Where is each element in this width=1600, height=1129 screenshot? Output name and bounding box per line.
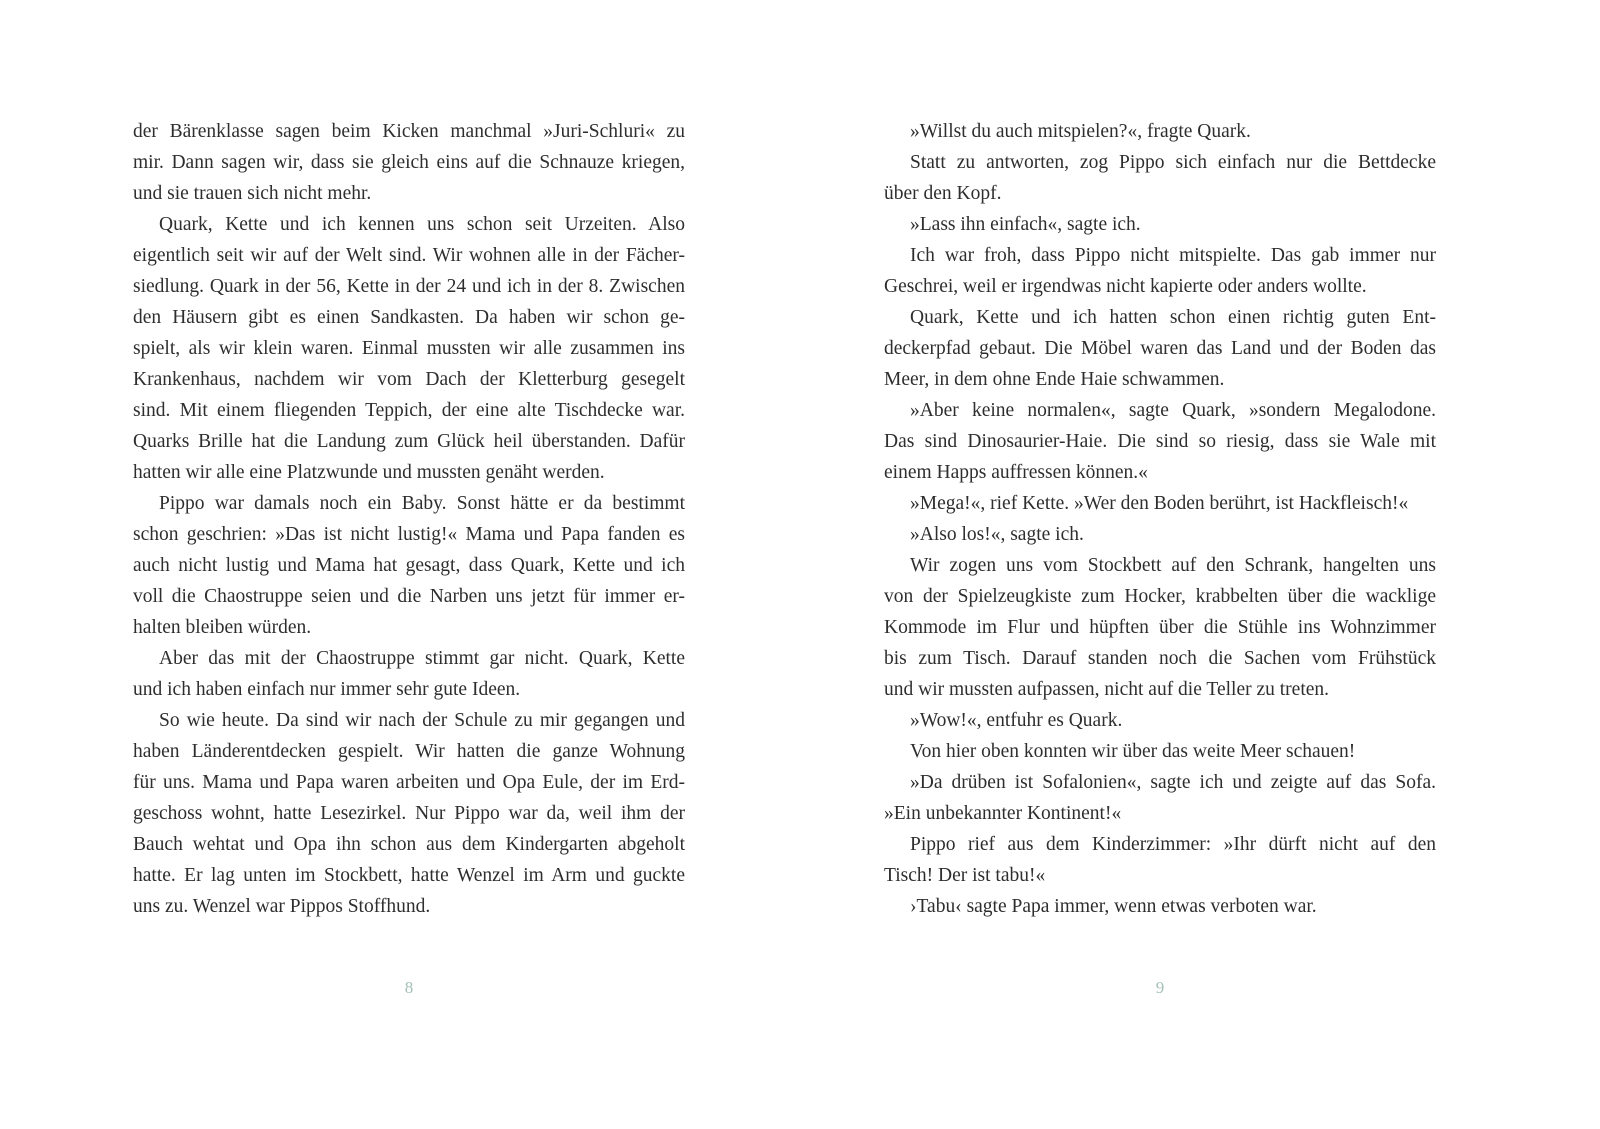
text-line: »Also los!«, sagte ich.	[910, 524, 1084, 545]
text-line: Kommode im Flur und hüpften über die Stühle ins Wohnzimmer	[884, 617, 1436, 638]
text-line: deckerpfad gebaut. Die Möbel waren das Land und der Boden das	[884, 338, 1436, 359]
text-line: »Mega!«, rief Kette. »Wer den Boden berührt, ist Hackfleisch!«	[910, 493, 1409, 514]
text-line: »Ein unbekannter Kontinent!«	[884, 803, 1122, 824]
text-line: bis zum Tisch. Darauf standen noch die Sachen vom Frühstück	[884, 648, 1436, 669]
text-line: hatten wir alle eine Platzwunde und mussten genäht werden.	[133, 462, 605, 483]
page-number-left: 8	[404, 978, 414, 997]
text-line: Quark, Kette und ich kennen uns schon seit Urzeiten. Also	[159, 214, 685, 235]
text-line: »Da drüben ist Sofalonien«, sagte ich und zeigte auf das Sofa.	[910, 772, 1436, 793]
text-line: eigentlich seit wir auf der Welt sind. Wir wohnen alle in der Fächer-	[133, 245, 685, 266]
text-line: mir. Dann sagen wir, dass sie gleich eins auf die Schnauze kriegen,	[133, 152, 685, 173]
text-line: Das sind Dinosaurier-Haie. Die sind so riesig, dass sie Wale mit	[884, 431, 1436, 452]
text-line: Quarks Brille hat die Landung zum Glück heil überstanden. Dafür	[133, 431, 685, 452]
text-line: Wir zogen uns vom Stockbett auf den Schrank, hangelten uns	[910, 555, 1436, 576]
text-line: voll die Chaostruppe seien und die Narben uns jetzt für immer er-	[133, 586, 685, 607]
text-line: Tisch! Der ist tabu!«	[884, 865, 1046, 886]
text-line: geschoss wohnt, hatte Lesezirkel. Nur Pippo war da, weil ihm der	[133, 803, 685, 824]
text-line: über den Kopf.	[884, 183, 1002, 204]
text-line: auch nicht lustig und Mama hat gesagt, dass Quark, Kette und ich	[133, 555, 685, 576]
text-line: uns zu. Wenzel war Pippos Stoffhund.	[133, 896, 431, 917]
text-line: Von hier oben konnten wir über das weite Meer schauen!	[910, 741, 1356, 762]
text-line: siedlung. Quark in der 56, Kette in der 24 und ich in der 8. Zwischen	[133, 276, 685, 297]
text-line: Aber das mit der Chaostruppe stimmt gar nicht. Quark, Kette	[159, 648, 685, 669]
text-line: den Häusern gibt es einen Sandkasten. Da haben wir schon ge-	[133, 307, 685, 328]
text-line: So wie heute. Da sind wir nach der Schule zu mir gegangen und	[159, 710, 685, 731]
text-line: »Aber keine normalen«, sagte Quark, »sondern Megalodone.	[910, 400, 1436, 421]
text-line: spielt, als wir klein waren. Einmal mussten wir alle zusammen ins	[133, 338, 685, 359]
text-line: »Willst du auch mitspielen?«, fragte Quark.	[910, 121, 1251, 142]
text-line: und sie trauen sich nicht mehr.	[133, 183, 372, 204]
page-left-textblock	[133, 116, 685, 922]
text-line: einem Happs auffressen können.«	[884, 462, 1148, 483]
text-line: Quark, Kette und ich hatten schon einen richtig guten Ent-	[910, 307, 1436, 328]
text-line: Meer, in dem ohne Ende Haie schwammen.	[884, 369, 1225, 390]
text-line: für uns. Mama und Papa waren arbeiten und Opa Eule, der im Erd-	[133, 772, 685, 793]
text-line: schon geschrien: »Das ist nicht lustig!« Mama und Papa fanden es	[133, 524, 685, 545]
text-line: ›Tabu‹ sagte Papa immer, wenn etwas verboten war.	[910, 896, 1317, 917]
text-line: Ich war froh, dass Pippo nicht mitspielte. Das gab immer nur	[910, 245, 1436, 266]
page-number-right: 9	[1155, 978, 1165, 997]
text-line: und wir mussten aufpassen, nicht auf die Teller zu treten.	[884, 679, 1330, 700]
text-line: Bauch wehtat und Opa ihn schon aus dem Kindergarten abgeholt	[133, 834, 685, 855]
page-right-textblock	[884, 116, 1436, 922]
text-line: und ich haben einfach nur immer sehr gute Ideen.	[133, 679, 521, 700]
text-line: sind. Mit einem fliegenden Teppich, der eine alte Tischdecke war.	[133, 400, 685, 421]
text-line: »Lass ihn einfach«, sagte ich.	[910, 214, 1141, 235]
text-line: Pippo war damals noch ein Baby. Sonst hätte er da bestimmt	[159, 493, 685, 514]
text-line: Geschrei, weil er irgendwas nicht kapierte oder anders wollte.	[884, 276, 1367, 297]
text-line: Pippo rief aus dem Kinderzimmer: »Ihr dürft nicht auf den	[910, 834, 1436, 855]
text-line: hatte. Er lag unten im Stockbett, hatte Wenzel im Arm und guckte	[133, 865, 685, 886]
text-line: Statt zu antworten, zog Pippo sich einfach nur die Bettdecke	[910, 152, 1436, 173]
text-line: »Wow!«, entfuhr es Quark.	[910, 710, 1123, 731]
text-line: haben Länderentdecken gespielt. Wir hatten die ganze Wohnung	[133, 741, 685, 762]
text-line: halten bleiben würden.	[133, 617, 312, 638]
text-line: Krankenhaus, nachdem wir vom Dach der Kletterburg gesegelt	[133, 369, 685, 390]
text-line: von der Spielzeugkiste zum Hocker, krabbelten über die wacklige	[884, 586, 1436, 607]
text-line: der Bärenklasse sagen beim Kicken manchmal »Juri-Schluri« zu	[133, 121, 685, 142]
